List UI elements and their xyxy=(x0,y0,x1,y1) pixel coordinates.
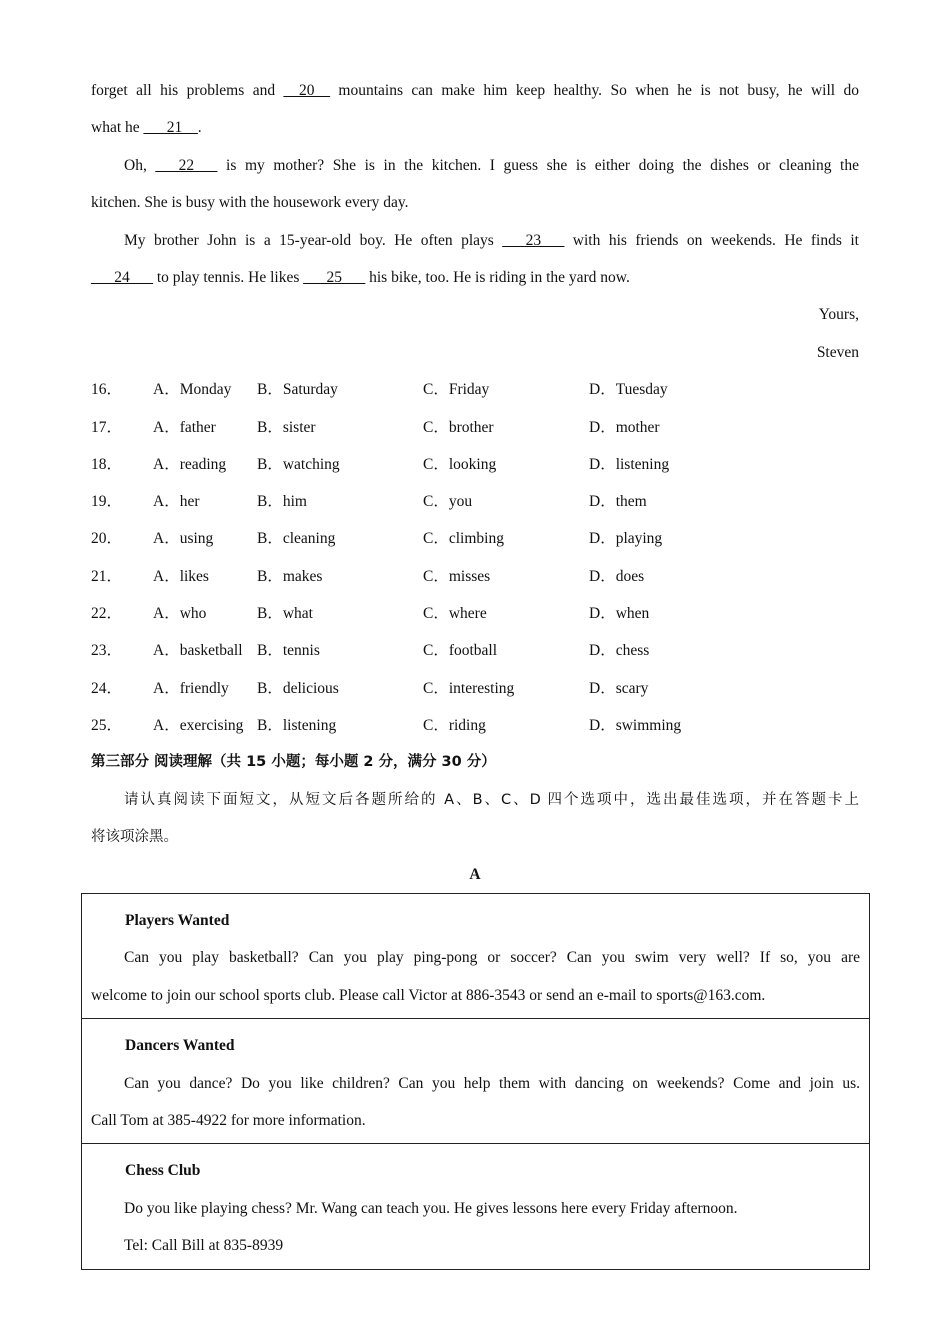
option-c: C．looking xyxy=(423,455,497,473)
letter-line xyxy=(91,72,859,109)
question-list xyxy=(91,371,859,744)
section-instruction: 将该项涂黑。 xyxy=(91,829,178,846)
option-c: C．interesting xyxy=(423,679,515,697)
text: . xyxy=(197,119,202,137)
question-number: 23． xyxy=(91,642,123,660)
blank-21: ___21__ xyxy=(143,119,198,137)
option-a: A．father xyxy=(153,418,216,436)
question-row xyxy=(91,483,859,520)
option-a: A．friendly xyxy=(153,679,229,697)
ad-section xyxy=(82,1144,869,1268)
option-c: C．riding xyxy=(423,716,486,734)
ad-text: Can you dance? Do you like children? Can you help them with dancing on weekends? Come and join us. xyxy=(124,1074,860,1092)
ad-title: Dancers Wanted xyxy=(125,1037,235,1055)
ad-text: Do you like playing chess? Mr. Wang can teach you. He gives lessons here every Friday afternoon. xyxy=(124,1199,738,1217)
question-number: 17． xyxy=(91,418,123,436)
ad-title: Players Wanted xyxy=(125,912,230,929)
option-c: C．Friday xyxy=(423,381,490,399)
ad-title: Chess Club xyxy=(125,1162,201,1180)
ad-text: Tel: Call Bill at 835-8939 xyxy=(124,1237,284,1255)
section-instruction: 请认真阅读下面短文，从短文后各题所给的 A、B、C、D 四个选项中，选出最佳选项，并在答题卡上 xyxy=(124,791,859,808)
letter-line xyxy=(91,109,859,146)
option-c: C．football xyxy=(423,642,498,660)
option-b: B．Saturday xyxy=(257,381,338,399)
question-row xyxy=(91,595,859,632)
option-a: A．likes xyxy=(153,567,209,585)
option-b: B．cleaning xyxy=(257,530,336,548)
option-d: D．them xyxy=(589,493,647,511)
option-b: B．delicious xyxy=(257,679,339,697)
blank-24: ___24___ xyxy=(91,269,153,287)
ad-text: Can you play basketball? Can you play ping-pong or soccer? Can you swim very well? If so, you are xyxy=(124,949,860,967)
ads-box xyxy=(81,893,870,1270)
option-d: D．does xyxy=(589,567,645,585)
letter-closing: Yours, xyxy=(818,306,859,324)
option-d: D．swimming xyxy=(589,716,682,734)
question-row xyxy=(91,409,859,446)
text: to play tennis. He likes xyxy=(153,269,304,287)
option-d: D．chess xyxy=(589,642,650,660)
option-b: B．makes xyxy=(257,567,323,585)
section-title: 第三部分 阅读理解（共 15 小题；每小题 2 分，满分 30 分） xyxy=(91,754,496,771)
text: with his friends on weekends. He finds it xyxy=(564,231,859,249)
option-a: A．who xyxy=(153,605,207,623)
question-row xyxy=(91,371,859,408)
ad-section xyxy=(82,1019,869,1144)
question-number: 22． xyxy=(91,605,123,623)
letter-line xyxy=(91,222,859,259)
option-b: B．watching xyxy=(257,455,340,473)
text: what he xyxy=(91,119,144,137)
option-a: A．basketball xyxy=(153,642,243,660)
blank-20: __20__ xyxy=(283,82,330,99)
question-row xyxy=(91,446,859,483)
letter-line xyxy=(91,147,859,184)
letter-line: kitchen. She is busy with the housework every day. xyxy=(91,194,409,212)
text: his bike, too. He is riding in the yard now. xyxy=(365,269,630,287)
option-d: D．listening xyxy=(589,455,670,473)
ad-text: welcome to join our school sports club. Please call Victor at 886-3543 or send an e-mail to sports@163.com. xyxy=(91,986,766,1004)
question-number: 18． xyxy=(91,455,123,473)
option-d: D．Tuesday xyxy=(589,381,668,399)
option-b: B．him xyxy=(257,493,307,511)
option-b: B．what xyxy=(257,605,313,623)
option-b: B．sister xyxy=(257,418,316,436)
question-row xyxy=(91,558,859,595)
option-a: A．exercising xyxy=(153,716,244,734)
question-number: 21． xyxy=(91,567,123,585)
question-number: 25． xyxy=(91,716,123,734)
question-row xyxy=(91,520,859,557)
blank-23: ___23___ xyxy=(502,231,565,249)
exam-page xyxy=(91,72,859,894)
option-c: C．climbing xyxy=(423,530,504,548)
option-c: C．misses xyxy=(423,567,491,585)
option-a: A．reading xyxy=(153,455,227,473)
option-a: A．Monday xyxy=(153,381,232,399)
blank-22: ___22___ xyxy=(155,156,218,174)
option-d: D．scary xyxy=(589,679,649,697)
ad-text: Call Tom at 385-4922 for more information. xyxy=(91,1112,366,1130)
question-number: 19． xyxy=(91,493,123,511)
option-c: C．brother xyxy=(423,418,494,436)
question-number: 24． xyxy=(91,679,123,697)
letter-signature: Steven xyxy=(816,343,859,361)
text: mountains can make him keep healthy. So when he is not busy, he will do xyxy=(330,82,859,99)
option-a: A．using xyxy=(153,530,214,548)
blank-25: ___25___ xyxy=(303,269,366,287)
option-a: A．her xyxy=(153,493,200,511)
option-d: D．playing xyxy=(589,530,663,548)
question-row xyxy=(91,632,859,669)
letter-line xyxy=(91,259,859,296)
text: My brother John is a 15-year-old boy. He often plays xyxy=(124,231,503,249)
text: Oh, xyxy=(124,156,156,174)
question-row xyxy=(91,707,859,744)
option-c: C．where xyxy=(423,605,487,623)
text: is my mother? She is in the kitchen. I guess she is either doing the dishes or cleaning the xyxy=(217,156,859,174)
option-c: C．you xyxy=(423,493,473,511)
question-number: 20． xyxy=(91,530,123,548)
question-number: 16． xyxy=(91,381,123,399)
option-b: B．listening xyxy=(257,716,337,734)
option-b: B．tennis xyxy=(257,642,320,660)
question-row xyxy=(91,670,859,707)
option-d: D．mother xyxy=(589,418,660,436)
option-d: D．when xyxy=(589,605,650,623)
ad-section xyxy=(82,894,869,1019)
passage-label: A xyxy=(469,866,481,884)
text: forget all his problems and xyxy=(91,82,284,99)
